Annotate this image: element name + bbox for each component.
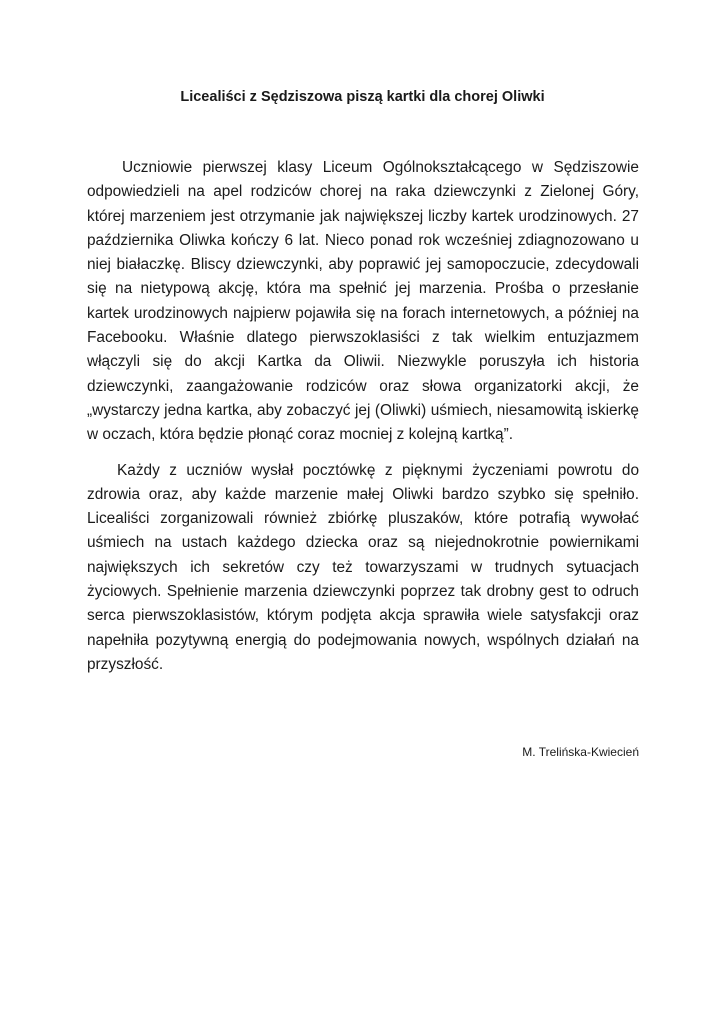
- article-body: [87, 156, 639, 677]
- author-signature: M. Trelińska-Kwiecień: [522, 745, 639, 759]
- article-title: Licealiści z Sędziszowa piszą kartki dla chorej Oliwki: [180, 89, 545, 105]
- paragraph-2: Każdy z uczniów wysłał pocztówkę z pięknymi życzeniami powrotu do zdrowia oraz, aby każde marzenie małej Oliwki bardzo szybko się spełniło. Licealiści zorganizowali również zbiórkę pluszaków, które potrafią wywołać uśmiech na ustach każdego dziecka oraz są niejednokrotnie powiernikami największych ich sekretów czy też towarzyszami w trudnych sytuacjach życiowych. Spełnienie marzenia dziewczynki poprzez tak drobny gest to odruch serca pierwszoklasistów, którym podjęta akcja sprawiła wiele satysfakcji oraz napełniła pozytywną energią do podejmowania nowych, wspólnych działań na przyszłość.: [87, 461, 639, 673]
- paragraph-1: Uczniowie pierwszej klasy Liceum Ogólnokształcącego w Sędziszowie odpowiedzieli na apel rodziców chorej na raka dziewczynki z Zielonej Góry, której marzeniem jest otrzymanie jak największej liczby kartek urodzinowych. 27 października Oliwka kończy 6 lat. Nieco ponad rok wcześniej zdiagnozowano u niej białaczkę. Bliscy dziewczynki, aby poprawić jej samopoczucie, zdecydowali się na nietypową akcję, która ma spełnić jej marzenia. Prośba o przesłanie kartek urodzinowych najpierw pojawiła się na forach internetowych, a później na Facebooku. Właśnie dlatego pierwszoklasiści z tak wielkim entuzjazmem włączyli się do akcji Kartka da Oliwii. Niezwykle poruszyła ich historia dziewczynki, zaangażowanie rodziców oraz słowa organizatorki akcji, że „wystarczy jedna kartka, aby zobaczyć jej (Oliwki) uśmiech, niesamowitą iskierkę w oczach, która będzie płonąć coraz mocniej z kolejną kartką”.: [87, 159, 639, 444]
